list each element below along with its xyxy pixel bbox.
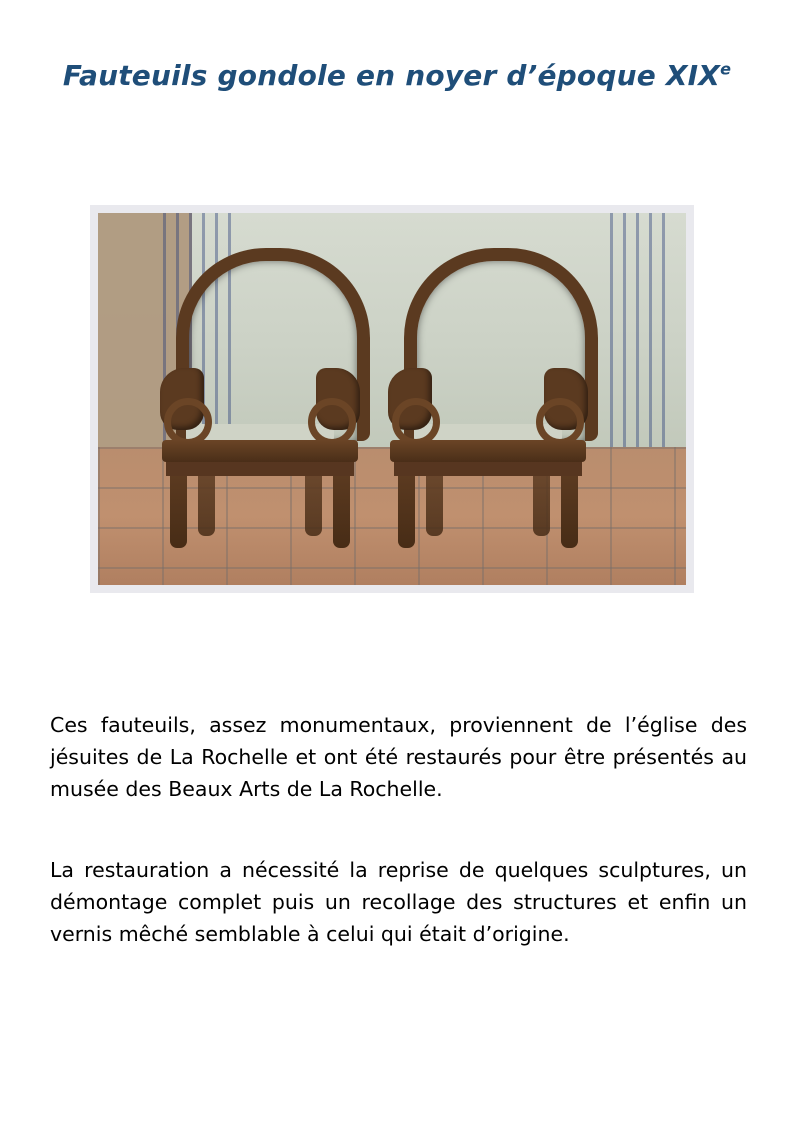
armchair-left bbox=[160, 248, 360, 548]
armchair-leg-front-left bbox=[170, 476, 187, 548]
armchair-scroll-left bbox=[392, 398, 440, 446]
armchair-leg-front-right bbox=[333, 476, 350, 548]
chair-photo-frame bbox=[90, 205, 694, 593]
armchair-leg-back-right bbox=[305, 476, 322, 536]
armchair-leg-front-left bbox=[398, 476, 415, 548]
armchair-leg-back-left bbox=[426, 476, 443, 536]
armchair-scroll-right bbox=[536, 398, 584, 446]
armchair-leg-back-left bbox=[198, 476, 215, 536]
body-paragraph-1: Ces fauteuils, assez monumentaux, proviennent de l’église des jésuites de La Rochelle et ont été restaurés pour être présentés au musée des Beaux Arts de La Rochelle. bbox=[50, 712, 747, 801]
armchair-scroll-left bbox=[164, 398, 212, 446]
armchair-right bbox=[388, 248, 588, 548]
armchair-scroll-right bbox=[308, 398, 356, 446]
armchair-seat-rail bbox=[390, 440, 586, 462]
page-title-superscript: e bbox=[720, 59, 732, 79]
chair-photograph bbox=[98, 213, 686, 585]
body-paragraph-2: La restauration a nécessité la reprise de quelques sculptures, un démontage complet puis un recollage des structures et enfin un vernis mêché semblable à celui qui était d’origine. bbox=[50, 857, 747, 946]
photo-striped-fabric-right bbox=[610, 213, 675, 447]
armchair-leg-back-right bbox=[533, 476, 550, 536]
armchair-apron bbox=[394, 462, 582, 476]
armchair-seat-rail bbox=[162, 440, 358, 462]
armchair-apron bbox=[166, 462, 354, 476]
armchair-leg-front-right bbox=[561, 476, 578, 548]
page-title bbox=[0, 59, 794, 92]
page-title-text: Fauteuils gondole en noyer d’époque XIX bbox=[62, 58, 721, 92]
